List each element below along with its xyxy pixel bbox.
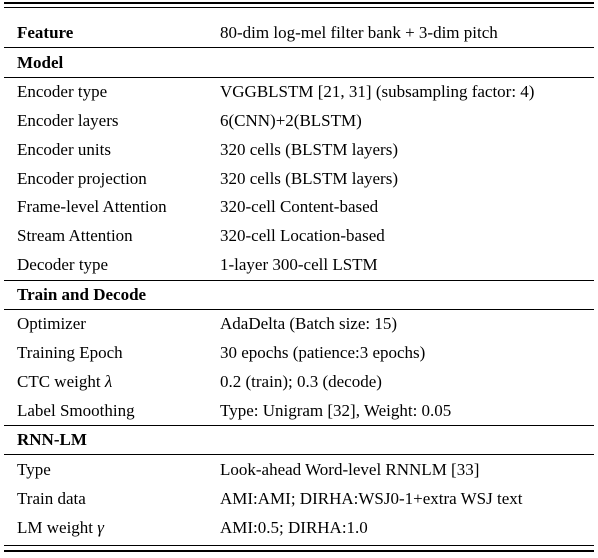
- row-value: 320 cells (BLSTM layers): [220, 169, 398, 188]
- row-label-with-symbol: [17, 513, 104, 542]
- table-row: [0, 367, 598, 396]
- row-value: AdaDelta (Batch size: 15): [220, 314, 398, 333]
- row-label-with-symbol: [17, 367, 112, 396]
- section-title-rnnlm: [0, 425, 598, 454]
- table-row: [0, 135, 598, 164]
- table-row: [0, 513, 598, 542]
- rnnlm-title: RNN-LM: [17, 430, 87, 449]
- feature-value: 80-dim log-mel filter bank + 3-dim pitch: [220, 23, 498, 42]
- row-label: Label Smoothing: [17, 401, 135, 420]
- model-title: Model: [17, 53, 64, 72]
- row-label: Frame-level Attention: [17, 197, 167, 216]
- row-label: LM weight: [17, 518, 94, 537]
- row-value: 320-cell Location-based: [220, 226, 385, 245]
- row-label: Optimizer: [17, 314, 86, 333]
- table-row: [0, 250, 598, 279]
- table-row: [0, 396, 598, 425]
- row-label: Stream Attention: [17, 226, 133, 245]
- table-row: [0, 309, 598, 338]
- row-value: Look-ahead Word-level RNNLM [33]: [220, 460, 480, 479]
- feature-label: Feature: [17, 23, 74, 42]
- row-label: Train data: [17, 489, 86, 508]
- row-label: Encoder layers: [17, 111, 119, 130]
- row-value: 320-cell Content-based: [220, 197, 379, 216]
- feature-row: [0, 18, 598, 47]
- top-rule-outer: [4, 2, 594, 4]
- train-title: Train and Decode: [17, 285, 147, 304]
- row-label: CTC weight: [17, 372, 101, 391]
- row-label: Encoder units: [17, 140, 111, 159]
- row-label: Decoder type: [17, 255, 109, 274]
- table-row: [0, 455, 598, 484]
- gamma-symbol: γ: [97, 518, 104, 537]
- row-value: 320 cells (BLSTM layers): [220, 140, 398, 159]
- row-value: AMI:AMI; DIRHA:WSJ0-1+extra WSJ text: [220, 489, 523, 508]
- table-row: [0, 338, 598, 367]
- lambda-symbol: λ: [104, 372, 113, 391]
- row-value: VGGBLSTM [21, 31] (subsampling factor: 4): [220, 82, 535, 101]
- row-value: 6(CNN)+2(BLSTM): [220, 111, 362, 130]
- row-label: Type: [17, 460, 51, 479]
- row-value: Type: Unigram [32], Weight: 0.05: [220, 401, 452, 420]
- table-row: [0, 484, 598, 513]
- table-row: [0, 164, 598, 193]
- table-row: [0, 106, 598, 135]
- bottom-rule-outer: [4, 550, 594, 552]
- section-title-train: [0, 280, 598, 309]
- row-value: AMI:0.5; DIRHA:1.0: [220, 518, 368, 537]
- row-value: 30 epochs (patience:3 epochs): [220, 343, 426, 362]
- row-label: Encoder projection: [17, 169, 147, 188]
- table-row: [0, 77, 598, 106]
- row-value: 0.2 (train); 0.3 (decode): [220, 372, 382, 391]
- row-value: 1-layer 300-cell LSTM: [220, 255, 378, 274]
- table-row: [0, 221, 598, 250]
- top-rule-inner: [4, 7, 594, 8]
- row-label: Training Epoch: [17, 343, 123, 362]
- section-title-model: [0, 48, 598, 77]
- bottom-rule-inner: [4, 545, 594, 546]
- row-label: Encoder type: [17, 82, 108, 101]
- table-row: [0, 192, 598, 221]
